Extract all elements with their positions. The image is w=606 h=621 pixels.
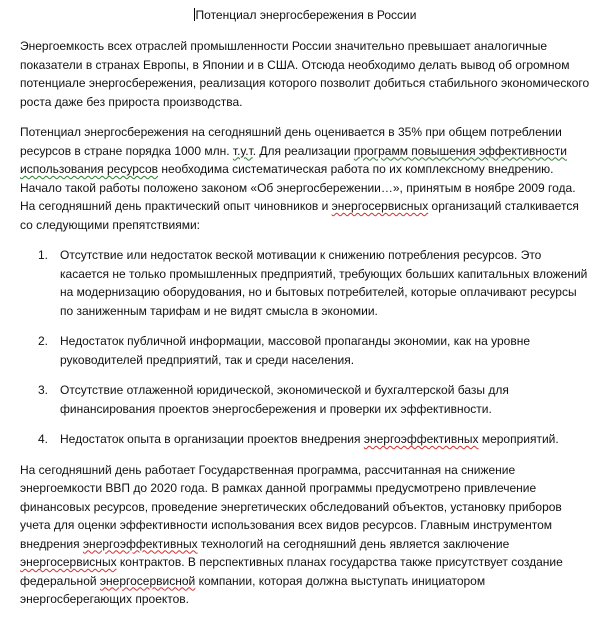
list-item [20, 246, 590, 320]
list-item [20, 381, 590, 418]
paragraph-3-text-4: компании, которая должна выступать инициатором энергосберегающих проектов. [20, 573, 486, 606]
list-item-number: 3. [38, 383, 49, 397]
spelling-flag-energoservice: энергосервисных [20, 555, 117, 569]
list-item-text: Недостаток публичной информации, массовой пропаганды экономии, как на уровне руководителей предприятий, так и среди населения. [60, 334, 531, 367]
grammar-flag-unit: т.у.т [232, 143, 253, 158]
grammar-flag-programs: программ повышения эффективности использования ресурсов [20, 143, 567, 176]
spelling-flag-energoeffective: энергоэффективных [82, 536, 198, 551]
document-title-row [20, 8, 590, 23]
spelling-flag-energoeffective: энергоэффективных [363, 432, 479, 446]
document-title: Потенциал энергосбережения в России [195, 8, 417, 22]
list-item [20, 430, 590, 449]
list-item-text-1: Недостаток опыта в организации проектов внедрения [60, 432, 364, 446]
paragraph-3-text-3: контрактов. В перспективных планах государства также присутствует создание федеральной [20, 555, 563, 588]
list-item [20, 332, 590, 369]
paragraph-2-text-3: необходима систематическая работа по их комплексному внедрению. Начало такой работы положено законом «Об энергосбережении…», принятым в ноябре 2009 года. На сегодняшний день практический опыт чиновников и [20, 162, 576, 213]
paragraph-2-text-2: . Для реализации [252, 143, 354, 158]
paragraph-2-text-1: Потенциал энергосбережения на сегодняшний день оценивается в 35% при общем потреблении ресурсов в стране порядка 1000 млн. [20, 125, 562, 158]
obstacles-list [20, 246, 590, 449]
list-item-text: Отсутствие или недостаток веской мотивации к снижению потребления ресурсов. Это касается не только промышленных предприятий, требующих больших капитальных вложений на модернизацию оборудования, но и бытовых потребителей, которые оплачивают ресурсы по заниженным тарифам и не видят смысла в экономии. [60, 248, 588, 318]
paragraph-3 [20, 461, 590, 609]
paragraph-2-text-4: организаций сталкивается со следующими препятствиями: [20, 199, 579, 232]
list-item-text: Отсутствие отлаженной юридической, экономической и бухгалтерской базы для финансирования проектов энергосбережения и проверки их эффективности. [60, 383, 509, 416]
list-item-number: 1. [38, 248, 49, 262]
spelling-flag-energoservice-company: энергосервисной [99, 573, 196, 588]
paragraph-1: Энергоемкость всех отраслей промышленности России значительно превышает аналогичные показатели в странах Европы, в Японии и в США. Отсюда необходимо делать вывод об огромном потенциале энергосбережения, реализация которого позволит добиться стабильного экономического роста даже без прироста производства. [20, 39, 590, 109]
spelling-flag-energoservice: энергосервисных [331, 199, 429, 213]
list-item-number: 4. [38, 432, 49, 446]
text-cursor [194, 8, 195, 21]
paragraph-2 [20, 123, 590, 234]
paragraph-3-text-2: технологий на сегодняшний день является заключение [197, 536, 510, 551]
document-page [20, 8, 590, 621]
list-item-number: 2. [38, 334, 49, 348]
paragraph-3-text-1: На сегодняшний день работает Государственная программа, рассчитанная на снижение энергоемкости ВВП до 2020 года. В рамках данной программы предусмотрено привлечение финансовых ресурсов, проведение энергетических обследований объектов, установку приборов учета для оценки эффективности использования всех видов ресурсов. Главным инструментом внедрения [20, 462, 562, 551]
list-item-text-2: мероприятий. [478, 432, 559, 446]
